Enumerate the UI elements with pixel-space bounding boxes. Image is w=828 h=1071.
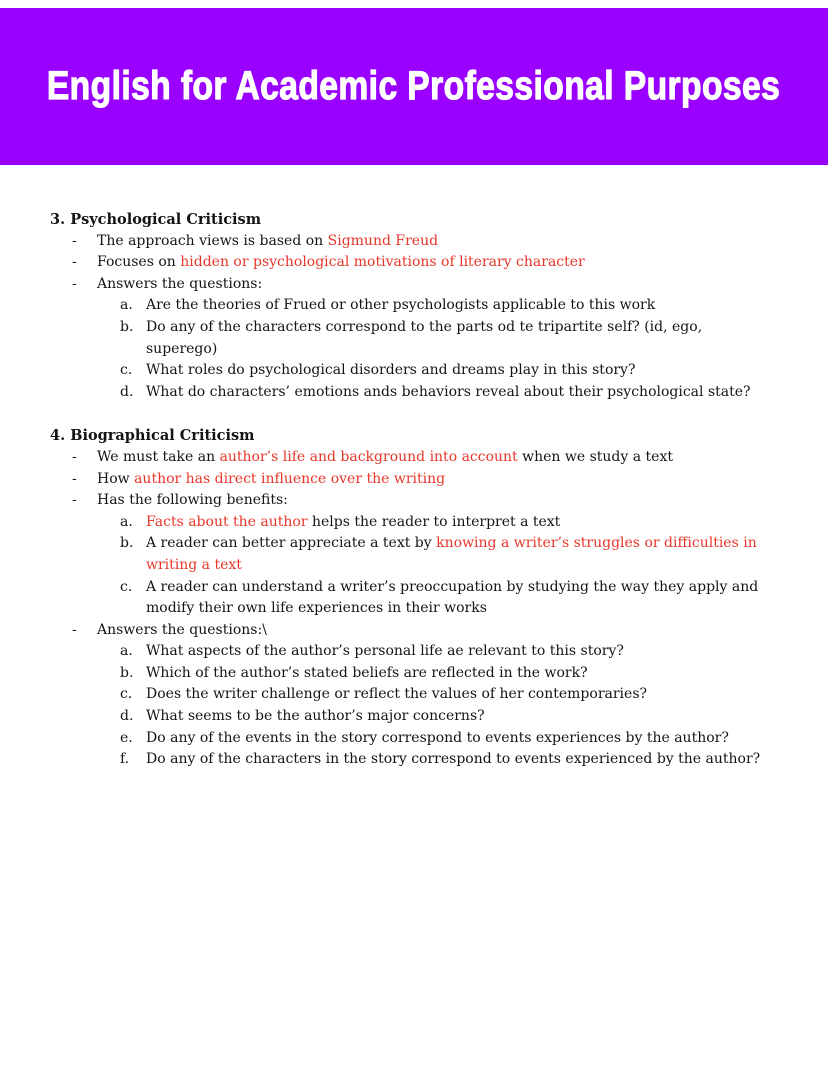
section-heading [50, 425, 776, 447]
dash-marker: - [72, 232, 77, 249]
item-text [146, 577, 776, 620]
letter-marker: c. [120, 362, 133, 379]
list-item [72, 274, 776, 404]
section-heading [50, 209, 776, 231]
text-segment: Which of the author’s stated beliefs are reflected in the work? [146, 664, 588, 681]
letter-marker: d. [120, 708, 134, 725]
list-item [72, 447, 776, 469]
letter-marker: a. [120, 297, 133, 314]
item-text [146, 706, 776, 728]
text-segment: What roles do psychological disorders and dreams play in this story? [146, 362, 636, 379]
item-text [146, 317, 776, 360]
item-text [146, 360, 776, 382]
page-title: English for Academic Professional Purposes [47, 64, 781, 108]
sub-list-item [120, 749, 776, 771]
letter-marker: f. [120, 751, 130, 768]
list-item-row [72, 252, 776, 274]
text-segment: Are the theories of Frued or other psychologists applicable to this work [146, 297, 656, 314]
item-text [97, 469, 776, 491]
sub-list-item [120, 641, 776, 663]
text-segment: helps the reader to interpret a text [307, 513, 561, 530]
letter-marker: d. [120, 383, 134, 400]
text-segment: Do any of the characters in the story correspond to events experienced by the author? [146, 751, 761, 768]
section [50, 209, 776, 403]
letter-marker: c. [120, 686, 133, 703]
dash-marker: - [72, 254, 77, 271]
letter-marker: a. [120, 643, 133, 660]
text-segment: Focuses on [97, 254, 181, 271]
list-item-row [72, 231, 776, 253]
text-segment: How [97, 470, 135, 487]
letter-sub-list [120, 641, 776, 771]
dash-marker: - [72, 275, 77, 292]
sub-list-item [120, 512, 776, 534]
text-segment: when we study a text [517, 448, 673, 465]
item-text [146, 749, 776, 771]
list-item-row [72, 620, 776, 642]
list-item [72, 620, 776, 771]
sub-list-item [120, 295, 776, 317]
text-segment: What aspects of the author’s personal life ae relevant to this story? [146, 643, 624, 660]
list-item-row [72, 274, 776, 296]
item-text [97, 252, 776, 274]
text-segment: Do any of the characters correspond to the parts od te tripartite self? (id, ego, superego) [146, 318, 703, 357]
dash-marker: - [72, 492, 77, 509]
section [50, 425, 776, 771]
section-number: 3. [50, 211, 71, 228]
list-item-row [72, 490, 776, 512]
item-text [146, 663, 776, 685]
sub-list-item [120, 684, 776, 706]
text-segment: What seems to be the author’s major concerns? [146, 708, 485, 725]
red-text-segment: knowing a writer’s struggles or difficulties in writing a text [146, 535, 757, 573]
section-title: Psychological Criticism [70, 211, 262, 228]
item-text [97, 231, 776, 253]
section-number: 4. [50, 427, 71, 445]
letter-marker: b. [120, 318, 134, 335]
item-text [97, 490, 776, 512]
letter-marker: e. [120, 729, 133, 746]
list-item-row [72, 447, 776, 469]
letter-sub-list [120, 512, 776, 620]
item-text [146, 512, 776, 534]
list-item [72, 469, 776, 491]
dash-marker: - [72, 621, 77, 638]
text-segment: Answers the questions: [97, 275, 263, 292]
red-text-segment: author has direct influence over the writing [134, 470, 446, 487]
item-text [146, 533, 776, 576]
list-item-row [72, 469, 776, 491]
dash-marker: - [72, 470, 77, 487]
list-item [72, 252, 776, 274]
list-item [72, 231, 776, 253]
sub-list-item [120, 360, 776, 382]
red-text-segment: author’s life and background into account [219, 448, 518, 465]
item-text [146, 728, 776, 750]
item-text [146, 295, 776, 317]
red-text-segment: hidden or psychological motivations of literary character [180, 254, 585, 271]
dash-marker: - [72, 448, 77, 465]
header-banner [0, 8, 828, 165]
text-segment: Has the following benefits: [97, 492, 288, 509]
letter-marker: b. [120, 664, 134, 681]
item-text [97, 620, 776, 642]
item-text [97, 274, 776, 296]
text-segment: A reader can better appreciate a text by [146, 535, 437, 552]
item-list [72, 447, 776, 771]
text-segment: The approach views is based on [97, 232, 328, 249]
sub-list-item [120, 382, 776, 404]
item-text [146, 641, 776, 663]
text-segment: Does the writer challenge or reflect the values of her contemporaries? [146, 686, 648, 703]
item-text [146, 382, 776, 404]
item-text [146, 684, 776, 706]
letter-marker: b. [120, 535, 134, 552]
text-segment: Do any of the events in the story correspond to events experiences by the author? [146, 729, 729, 746]
sub-list-item [120, 706, 776, 728]
red-text-segment: Facts about the author [146, 513, 308, 530]
item-text [97, 447, 776, 469]
text-segment: What do characters’ emotions ands behaviors reveal about their psychological state? [146, 383, 751, 400]
list-item [72, 490, 776, 620]
letter-marker: c. [120, 578, 133, 595]
letter-marker: a. [120, 513, 133, 530]
letter-sub-list [120, 295, 776, 403]
red-text-segment: Sigmund Freud [327, 232, 439, 249]
text-segment: We must take an [97, 448, 220, 465]
item-list [72, 231, 776, 404]
sub-list-item [120, 533, 776, 576]
text-segment: A reader can understand a writer’s preoccupation by studying the way they apply and modify their own life experiences in their works [146, 578, 759, 617]
sub-list-item [120, 317, 776, 360]
document-body [0, 165, 828, 771]
sub-list-item [120, 728, 776, 750]
section-title: Biographical Criticism [70, 427, 255, 445]
sub-list-item [120, 663, 776, 685]
text-segment: Answers the questions:\ [97, 621, 267, 638]
sub-list-item [120, 577, 776, 620]
